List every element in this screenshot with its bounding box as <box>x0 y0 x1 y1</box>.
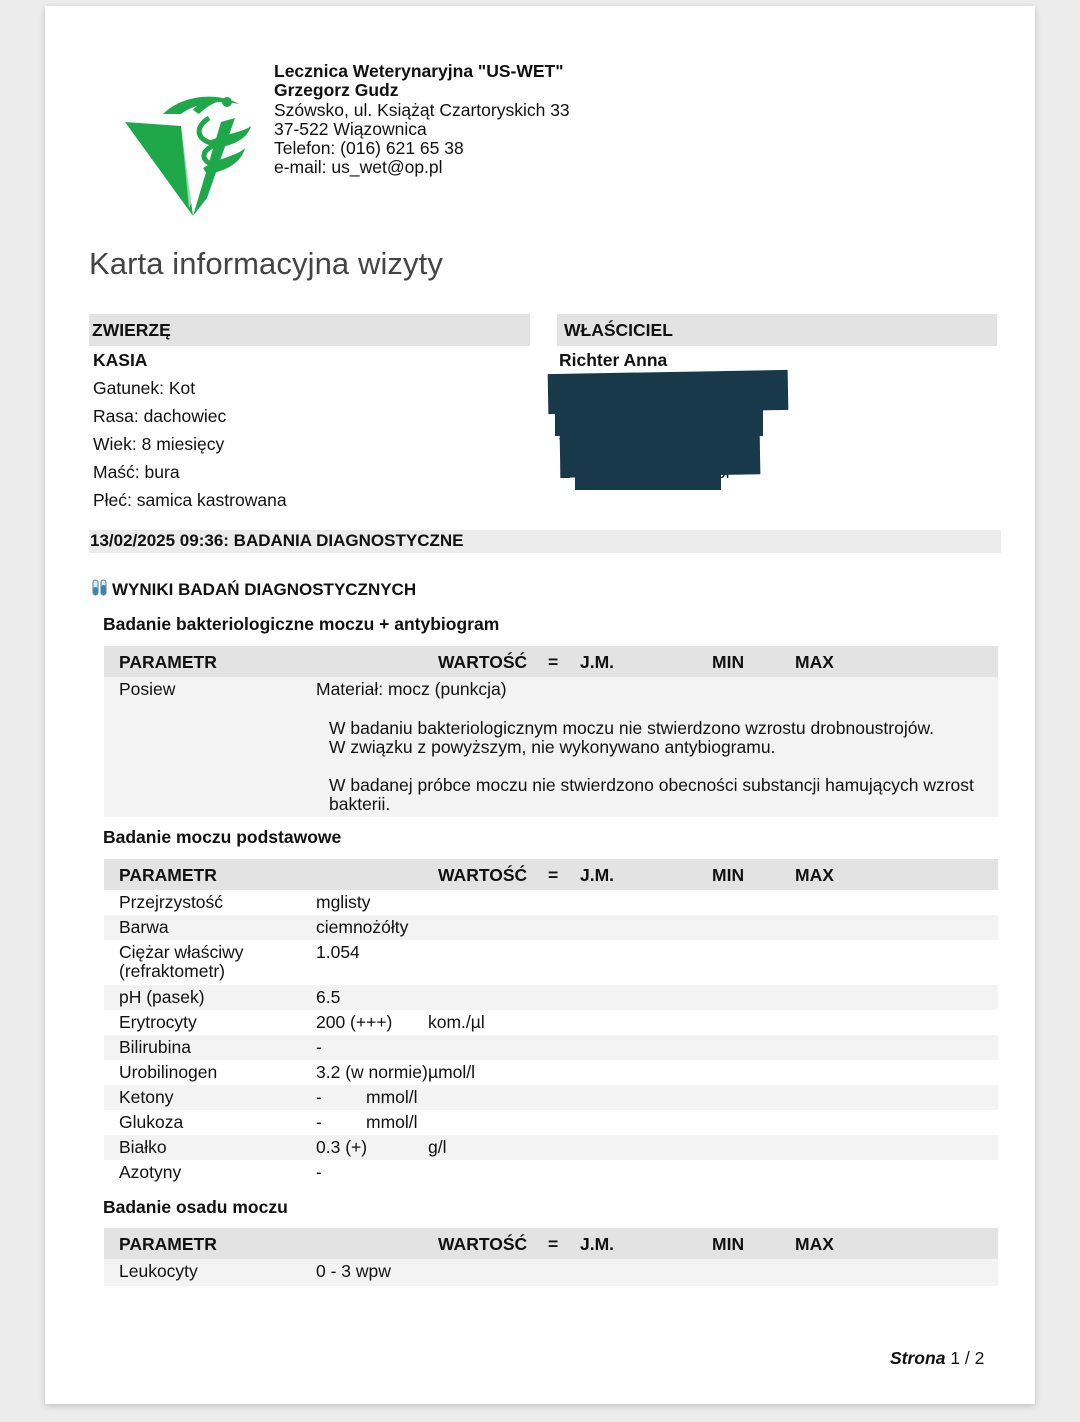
row-value: 1.054 <box>316 942 360 962</box>
col-eq: = <box>548 1234 559 1254</box>
col-max: MAX <box>795 1234 834 1254</box>
table-header <box>104 1228 998 1259</box>
col-param: PARAMETR <box>119 865 217 885</box>
table-row <box>104 1110 998 1135</box>
clinic-doctor: Grzegorz Gudz <box>274 80 399 101</box>
row-note: bakterii. <box>329 794 391 814</box>
col-param: PARAMETR <box>119 1234 217 1254</box>
results-title <box>91 579 416 600</box>
clinic-name: Lecznica Weterynaryjna "US-WET" <box>274 61 564 81</box>
row-unit: µmol/l <box>428 1062 476 1082</box>
table-row <box>104 1060 998 1085</box>
row-note: W badaniu bakteriologicznym moczu nie stwierdzono wzrostu drobnoustrojów. <box>329 718 935 738</box>
col-param: PARAMETR <box>119 652 217 672</box>
row-value: 200 (+++) <box>316 1012 393 1032</box>
test-tubes-icon <box>91 579 109 597</box>
table-row <box>104 1259 998 1286</box>
clinic-logo-icon <box>123 88 255 218</box>
col-min: MIN <box>712 865 745 885</box>
col-min: MIN <box>712 1234 745 1254</box>
row-value: mglisty <box>316 892 371 912</box>
row-param: Bilirubina <box>119 1037 191 1057</box>
animal-name: KASIA <box>93 350 148 370</box>
section-title: Badanie moczu podstawowe <box>103 827 342 847</box>
clinic-postal: 37-522 Wiązownica <box>274 118 427 139</box>
row-param: Ciężar właściwy <box>119 942 244 962</box>
row-value: - <box>316 1087 322 1107</box>
row-value: - <box>316 1162 322 1182</box>
table-row <box>104 677 998 817</box>
col-max: MAX <box>795 652 834 672</box>
owner-name: Richter Anna <box>559 350 668 370</box>
row-note: W badanej próbce moczu nie stwierdzono obecności substancji hamujących wzrost <box>329 775 974 795</box>
row-param: Leukocyty <box>119 1261 198 1281</box>
row-param: Posiew <box>119 679 176 699</box>
table-row <box>104 890 998 915</box>
animal-sex: Płeć: samica kastrowana <box>93 490 287 510</box>
animal-header: ZWIERZĘ <box>89 314 530 346</box>
table-header <box>104 646 998 677</box>
row-value: - <box>316 1037 322 1057</box>
row-unit: kom./µl <box>428 1012 485 1032</box>
owner-header: WŁAŚCICIEL <box>557 314 997 346</box>
row-value: 3.2 (w normie) <box>316 1062 428 1082</box>
row-value: - <box>316 1112 322 1132</box>
col-unit: J.M. <box>580 652 615 672</box>
table-header <box>104 859 998 890</box>
col-min: MIN <box>712 652 745 672</box>
section-title: Badanie osadu moczu <box>103 1197 288 1217</box>
animal-species: Gatunek: Kot <box>93 378 196 398</box>
row-param: Przejrzystość <box>119 892 224 912</box>
table-row <box>104 985 998 1010</box>
visit-header: 13/02/2025 09:36: BADANIA DIAGNOSTYCZNE <box>89 530 1001 553</box>
row-param: Erytrocyty <box>119 1012 197 1032</box>
table-row <box>104 940 998 985</box>
col-value: WARTOŚĆ <box>438 865 528 885</box>
page-number <box>890 1348 984 1369</box>
col-value: WARTOŚĆ <box>438 652 528 672</box>
section-title: Badanie bakteriologiczne moczu + antybiogram <box>103 614 500 634</box>
table-row <box>104 1035 998 1060</box>
row-unit: g/l <box>428 1137 447 1157</box>
table-row <box>104 915 998 940</box>
page-label: Strona <box>890 1348 946 1368</box>
row-param: Urobilinogen <box>119 1062 218 1082</box>
animal-info <box>93 346 287 514</box>
clinic-email: e-mail: us_wet@op.pl <box>274 157 443 178</box>
row-value: 6.5 <box>316 987 341 1007</box>
row-param: Białko <box>119 1137 167 1157</box>
table-row <box>104 1010 998 1035</box>
clinic-phone: Telefon: (016) 621 65 38 <box>274 138 464 159</box>
col-value: WARTOŚĆ <box>438 1234 528 1254</box>
row-unit: mmol/l <box>366 1112 418 1132</box>
redaction-block <box>575 468 721 490</box>
row-note: W związku z powyższym, nie wykonywano antybiogramu. <box>329 737 776 757</box>
page-title: Karta informacyjna wizyty <box>89 246 443 281</box>
animal-breed: Rasa: dachowiec <box>93 406 227 426</box>
row-value: 0 - 3 wpw <box>316 1261 391 1281</box>
col-unit: J.M. <box>580 865 615 885</box>
col-eq: = <box>548 865 559 885</box>
table-row <box>104 1160 998 1185</box>
row-param: Barwa <box>119 917 169 937</box>
table-row <box>104 1085 998 1110</box>
row-param-note: (refraktometr) <box>119 961 225 981</box>
row-value: 0.3 (+) <box>316 1137 368 1157</box>
col-eq: = <box>548 652 559 672</box>
results-title-text: WYNIKI BADAŃ DIAGNOSTYCZNYCH <box>112 580 417 599</box>
row-unit: mmol/l <box>366 1087 418 1107</box>
clinic-info <box>274 62 570 178</box>
col-unit: J.M. <box>580 1234 615 1254</box>
col-max: MAX <box>795 865 834 885</box>
row-param: Glukoza <box>119 1112 184 1132</box>
animal-color: Maść: bura <box>93 462 180 482</box>
clinic-address: Szówsko, ul. Książąt Czartoryskich 33 <box>274 99 570 120</box>
row-param: Azotyny <box>119 1162 182 1182</box>
document-page <box>45 6 1035 1404</box>
animal-age: Wiek: 8 miesięcy <box>93 434 225 454</box>
table-row <box>104 1135 998 1160</box>
page-total: / 2 <box>964 1348 985 1368</box>
page-current: 1 <box>950 1348 961 1368</box>
row-value: ciemnożółty <box>316 917 409 937</box>
row-param: Ketony <box>119 1087 174 1107</box>
row-param: pH (pasek) <box>119 987 205 1007</box>
row-value: Materiał: mocz (punkcja) <box>316 679 507 699</box>
